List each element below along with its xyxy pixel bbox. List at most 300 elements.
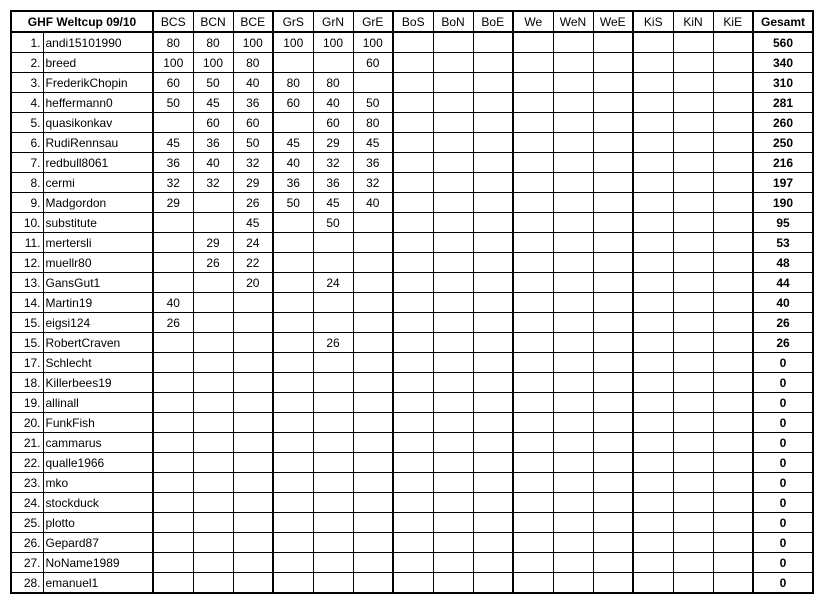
score-cell-bos — [393, 373, 433, 393]
score-cell-gre: 45 — [353, 133, 393, 153]
score-cell-bos — [393, 273, 433, 293]
score-cell-gre — [353, 373, 393, 393]
score-cell-we — [513, 533, 553, 553]
score-cell-grs — [273, 53, 313, 73]
score-cell-bos — [393, 93, 433, 113]
score-cell-bcs: 45 — [153, 133, 193, 153]
score-cell-kie — [713, 253, 753, 273]
player-name-cell: redbull8061 — [43, 153, 153, 173]
score-cell-gre — [353, 293, 393, 313]
column-header-bos: BoS — [393, 11, 433, 32]
score-cell-grn: 100 — [313, 32, 353, 53]
score-cell-grn — [313, 473, 353, 493]
score-cell-wen — [553, 293, 593, 313]
rank-cell: 2. — [11, 53, 43, 73]
score-cell-wee — [593, 213, 633, 233]
score-cell-bcs — [153, 473, 193, 493]
total-cell: 340 — [753, 53, 813, 73]
score-cell-grs — [273, 313, 313, 333]
score-cell-wee — [593, 293, 633, 313]
score-cell-wee — [593, 513, 633, 533]
total-cell: 310 — [753, 73, 813, 93]
column-header-bce: BCE — [233, 11, 273, 32]
score-cell-kie — [713, 453, 753, 473]
score-cell-bos — [393, 173, 433, 193]
score-cell-gre — [353, 333, 393, 353]
score-cell-bos — [393, 333, 433, 353]
score-cell-wee — [593, 473, 633, 493]
score-cell-we — [513, 153, 553, 173]
score-cell-gre — [353, 353, 393, 373]
score-cell-wee — [593, 393, 633, 413]
score-cell-wen — [553, 453, 593, 473]
total-cell: 0 — [753, 493, 813, 513]
score-cell-grn: 29 — [313, 133, 353, 153]
score-cell-bcs: 26 — [153, 313, 193, 333]
score-cell-bon — [433, 213, 473, 233]
score-cell-wee — [593, 32, 633, 53]
score-cell-kis — [633, 413, 673, 433]
total-cell: 197 — [753, 173, 813, 193]
score-cell-gre: 36 — [353, 153, 393, 173]
score-cell-gre — [353, 413, 393, 433]
score-cell-kis — [633, 373, 673, 393]
total-cell: 216 — [753, 153, 813, 173]
score-cell-bcn: 50 — [193, 73, 233, 93]
score-cell-wen — [553, 333, 593, 353]
player-name-cell: mertersli — [43, 233, 153, 253]
total-cell: 40 — [753, 293, 813, 313]
column-header-gesamt: Gesamt — [753, 11, 813, 32]
score-cell-gre — [353, 553, 393, 573]
score-cell-bce: 36 — [233, 93, 273, 113]
score-cell-kie — [713, 153, 753, 173]
score-cell-kis — [633, 253, 673, 273]
score-cell-grs — [273, 213, 313, 233]
rank-cell: 10. — [11, 213, 43, 233]
score-cell-we — [513, 32, 553, 53]
score-cell-bos — [393, 293, 433, 313]
score-cell-bcs — [153, 573, 193, 594]
score-cell-bcn — [193, 193, 233, 213]
score-cell-bcn — [193, 533, 233, 553]
total-cell: 53 — [753, 233, 813, 253]
column-header-kie: KiE — [713, 11, 753, 32]
total-cell: 0 — [753, 553, 813, 573]
score-cell-bcn — [193, 493, 233, 513]
score-cell-bon — [433, 153, 473, 173]
score-cell-bon — [433, 513, 473, 533]
score-cell-bon — [433, 553, 473, 573]
column-header-we: We — [513, 11, 553, 32]
score-cell-bos — [393, 453, 433, 473]
score-cell-kie — [713, 32, 753, 53]
score-cell-we — [513, 353, 553, 373]
score-cell-bcs — [153, 373, 193, 393]
rank-cell: 15. — [11, 333, 43, 353]
total-cell: 0 — [753, 373, 813, 393]
score-cell-grn: 36 — [313, 173, 353, 193]
score-cell-bos — [393, 213, 433, 233]
score-cell-wee — [593, 193, 633, 213]
score-cell-kis — [633, 293, 673, 313]
score-cell-bcs — [153, 113, 193, 133]
score-cell-boe — [473, 313, 513, 333]
score-cell-boe — [473, 53, 513, 73]
score-cell-kie — [713, 473, 753, 493]
score-cell-gre — [353, 273, 393, 293]
score-cell-boe — [473, 193, 513, 213]
score-cell-bon — [433, 53, 473, 73]
score-cell-bce: 32 — [233, 153, 273, 173]
score-cell-wen — [553, 533, 593, 553]
table-row — [11, 373, 813, 393]
score-cell-we — [513, 573, 553, 594]
score-cell-gre: 80 — [353, 113, 393, 133]
table-row — [11, 393, 813, 413]
score-cell-grn — [313, 353, 353, 373]
player-name-cell: FunkFish — [43, 413, 153, 433]
table-row — [11, 253, 813, 273]
score-cell-wen — [553, 153, 593, 173]
score-cell-gre: 50 — [353, 93, 393, 113]
player-name-cell: quasikonkav — [43, 113, 153, 133]
score-cell-grn — [313, 293, 353, 313]
rank-cell: 12. — [11, 253, 43, 273]
total-cell: 190 — [753, 193, 813, 213]
score-cell-wen — [553, 513, 593, 533]
score-cell-kin — [673, 73, 713, 93]
score-cell-bos — [393, 553, 433, 573]
score-cell-bcs — [153, 533, 193, 553]
score-cell-bos — [393, 253, 433, 273]
score-cell-grs — [273, 413, 313, 433]
score-cell-gre — [353, 73, 393, 93]
score-cell-gre — [353, 393, 393, 413]
score-cell-kis — [633, 233, 673, 253]
score-cell-gre — [353, 313, 393, 333]
score-cell-grs: 100 — [273, 32, 313, 53]
score-cell-wen — [553, 213, 593, 233]
total-cell: 0 — [753, 393, 813, 413]
score-cell-kin — [673, 353, 713, 373]
score-cell-boe — [473, 473, 513, 493]
score-cell-wen — [553, 393, 593, 413]
score-cell-grs — [273, 233, 313, 253]
score-cell-wen — [553, 473, 593, 493]
score-cell-bcs — [153, 433, 193, 453]
score-cell-wen — [553, 193, 593, 213]
score-cell-grn — [313, 233, 353, 253]
score-cell-kin — [673, 453, 713, 473]
score-cell-grs — [273, 353, 313, 373]
score-cell-boe — [473, 153, 513, 173]
score-cell-kin — [673, 93, 713, 113]
score-cell-bcn — [193, 473, 233, 493]
score-cell-bcn — [193, 333, 233, 353]
score-cell-wen — [553, 313, 593, 333]
score-cell-wee — [593, 253, 633, 273]
score-cell-bos — [393, 393, 433, 413]
score-cell-bce: 80 — [233, 53, 273, 73]
score-cell-bos — [393, 353, 433, 373]
score-cell-grs — [273, 513, 313, 533]
score-cell-we — [513, 413, 553, 433]
score-cell-bos — [393, 533, 433, 553]
score-cell-boe — [473, 413, 513, 433]
column-header-wen: WeN — [553, 11, 593, 32]
score-cell-kis — [633, 213, 673, 233]
player-name-cell: Madgordon — [43, 193, 153, 213]
score-cell-kis — [633, 333, 673, 353]
column-header-bcs: BCS — [153, 11, 193, 32]
score-cell-kin — [673, 553, 713, 573]
player-name-cell: Martin19 — [43, 293, 153, 313]
score-cell-kie — [713, 93, 753, 113]
score-cell-boe — [473, 293, 513, 313]
score-cell-kis — [633, 533, 673, 553]
score-cell-bon — [433, 473, 473, 493]
score-cell-boe — [473, 453, 513, 473]
score-cell-bos — [393, 413, 433, 433]
score-cell-bos — [393, 113, 433, 133]
score-cell-kin — [673, 173, 713, 193]
score-cell-gre — [353, 213, 393, 233]
rank-cell: 25. — [11, 513, 43, 533]
score-cell-kie — [713, 573, 753, 594]
score-cell-bon — [433, 233, 473, 253]
rank-cell: 21. — [11, 433, 43, 453]
table-row — [11, 353, 813, 373]
score-cell-bos — [393, 73, 433, 93]
score-cell-boe — [473, 533, 513, 553]
score-cell-we — [513, 173, 553, 193]
score-cell-wee — [593, 333, 633, 353]
player-name-cell: breed — [43, 53, 153, 73]
score-cell-bcn: 80 — [193, 32, 233, 53]
score-cell-bcs — [153, 513, 193, 533]
score-cell-grn — [313, 553, 353, 573]
score-cell-boe — [473, 233, 513, 253]
score-cell-bcn: 40 — [193, 153, 233, 173]
score-cell-grn — [313, 533, 353, 553]
score-cell-bon — [433, 533, 473, 553]
rank-cell: 28. — [11, 573, 43, 594]
score-cell-bos — [393, 193, 433, 213]
score-cell-bcs — [153, 353, 193, 373]
score-cell-kis — [633, 473, 673, 493]
score-cell-boe — [473, 273, 513, 293]
score-cell-grn: 24 — [313, 273, 353, 293]
total-cell: 0 — [753, 453, 813, 473]
score-cell-gre: 100 — [353, 32, 393, 53]
score-cell-bon — [433, 433, 473, 453]
score-cell-bcn — [193, 393, 233, 413]
score-cell-grn: 32 — [313, 153, 353, 173]
score-cell-bce: 29 — [233, 173, 273, 193]
score-cell-kie — [713, 293, 753, 313]
score-cell-boe — [473, 353, 513, 373]
score-cell-bce: 50 — [233, 133, 273, 153]
score-cell-wen — [553, 53, 593, 73]
score-cell-we — [513, 73, 553, 93]
score-cell-grn — [313, 253, 353, 273]
score-cell-bcn — [193, 413, 233, 433]
score-cell-kie — [713, 213, 753, 233]
player-name-cell: Schlecht — [43, 353, 153, 373]
player-name-cell: eigsi124 — [43, 313, 153, 333]
score-cell-grs — [273, 293, 313, 313]
score-cell-bce: 24 — [233, 233, 273, 253]
rank-cell: 17. — [11, 353, 43, 373]
score-cell-bcs: 80 — [153, 32, 193, 53]
table-row — [11, 153, 813, 173]
rank-cell: 3. — [11, 73, 43, 93]
score-cell-wee — [593, 133, 633, 153]
score-cell-boe — [473, 373, 513, 393]
score-cell-gre — [353, 573, 393, 594]
score-cell-bcn: 45 — [193, 93, 233, 113]
score-cell-bce — [233, 493, 273, 513]
score-cell-kin — [673, 493, 713, 513]
score-cell-kis — [633, 113, 673, 133]
score-cell-boe — [473, 173, 513, 193]
score-cell-bcn — [193, 573, 233, 594]
score-cell-gre — [353, 453, 393, 473]
table-row — [11, 193, 813, 213]
score-cell-bos — [393, 573, 433, 594]
score-cell-bon — [433, 113, 473, 133]
score-cell-kis — [633, 353, 673, 373]
score-cell-kin — [673, 413, 713, 433]
score-cell-we — [513, 313, 553, 333]
score-cell-bon — [433, 133, 473, 153]
score-cell-wee — [593, 553, 633, 573]
score-cell-kis — [633, 453, 673, 473]
score-cell-kin — [673, 273, 713, 293]
score-cell-kin — [673, 253, 713, 273]
score-cell-bcn: 26 — [193, 253, 233, 273]
score-cell-bce — [233, 513, 273, 533]
score-cell-wee — [593, 173, 633, 193]
score-cell-bce — [233, 373, 273, 393]
score-cell-grs — [273, 433, 313, 453]
score-cell-wen — [553, 553, 593, 573]
score-cell-grs: 80 — [273, 73, 313, 93]
player-name-cell: mko — [43, 473, 153, 493]
score-cell-kie — [713, 513, 753, 533]
score-cell-grs — [273, 373, 313, 393]
score-cell-wen — [553, 233, 593, 253]
score-cell-wee — [593, 373, 633, 393]
score-cell-we — [513, 373, 553, 393]
score-cell-kin — [673, 133, 713, 153]
score-cell-kis — [633, 73, 673, 93]
score-cell-bcn — [193, 313, 233, 333]
score-cell-we — [513, 393, 553, 413]
score-cell-bce — [233, 553, 273, 573]
score-cell-kie — [713, 433, 753, 453]
table-row — [11, 453, 813, 473]
rank-cell: 13. — [11, 273, 43, 293]
score-cell-bos — [393, 513, 433, 533]
score-cell-wen — [553, 433, 593, 453]
score-cell-we — [513, 333, 553, 353]
score-cell-bon — [433, 493, 473, 513]
score-cell-wen — [553, 173, 593, 193]
score-cell-kie — [713, 493, 753, 513]
score-cell-kis — [633, 273, 673, 293]
rank-cell: 14. — [11, 293, 43, 313]
score-cell-grn: 40 — [313, 93, 353, 113]
score-cell-bon — [433, 413, 473, 433]
total-cell: 48 — [753, 253, 813, 273]
score-cell-grn — [313, 433, 353, 453]
player-name-cell: Gepard87 — [43, 533, 153, 553]
rank-cell: 1. — [11, 32, 43, 53]
score-cell-grs — [273, 473, 313, 493]
score-cell-kis — [633, 133, 673, 153]
table-row — [11, 433, 813, 453]
column-header-bcn: BCN — [193, 11, 233, 32]
score-cell-bos — [393, 473, 433, 493]
total-cell: 26 — [753, 333, 813, 353]
score-cell-bce — [233, 393, 273, 413]
score-cell-bon — [433, 373, 473, 393]
score-cell-bos — [393, 153, 433, 173]
score-cell-kin — [673, 113, 713, 133]
table-row — [11, 333, 813, 353]
score-cell-kin — [673, 513, 713, 533]
score-cell-we — [513, 133, 553, 153]
rank-cell: 23. — [11, 473, 43, 493]
total-cell: 0 — [753, 413, 813, 433]
score-cell-wee — [593, 233, 633, 253]
score-cell-bcs — [153, 553, 193, 573]
table-row — [11, 73, 813, 93]
score-cell-kis — [633, 493, 673, 513]
score-cell-bon — [433, 273, 473, 293]
score-cell-bce — [233, 313, 273, 333]
rank-cell: 20. — [11, 413, 43, 433]
rank-cell: 15. — [11, 313, 43, 333]
total-cell: 0 — [753, 433, 813, 453]
score-cell-kie — [713, 53, 753, 73]
score-cell-grs — [273, 553, 313, 573]
score-cell-we — [513, 193, 553, 213]
score-cell-bcn — [193, 433, 233, 453]
score-cell-kis — [633, 153, 673, 173]
score-cell-wee — [593, 533, 633, 553]
score-cell-bos — [393, 313, 433, 333]
score-cell-boe — [473, 333, 513, 353]
table-row — [11, 213, 813, 233]
score-cell-bcn — [193, 373, 233, 393]
score-cell-bon — [433, 573, 473, 594]
score-cell-bos — [393, 53, 433, 73]
player-name-cell: FrederikChopin — [43, 73, 153, 93]
score-cell-wee — [593, 53, 633, 73]
score-cell-kis — [633, 32, 673, 53]
score-cell-wee — [593, 93, 633, 113]
score-cell-bcn: 100 — [193, 53, 233, 73]
rank-cell: 19. — [11, 393, 43, 413]
rank-cell: 8. — [11, 173, 43, 193]
score-cell-we — [513, 553, 553, 573]
column-header-wee: WeE — [593, 11, 633, 32]
score-cell-boe — [473, 93, 513, 113]
column-header-gre: GrE — [353, 11, 393, 32]
